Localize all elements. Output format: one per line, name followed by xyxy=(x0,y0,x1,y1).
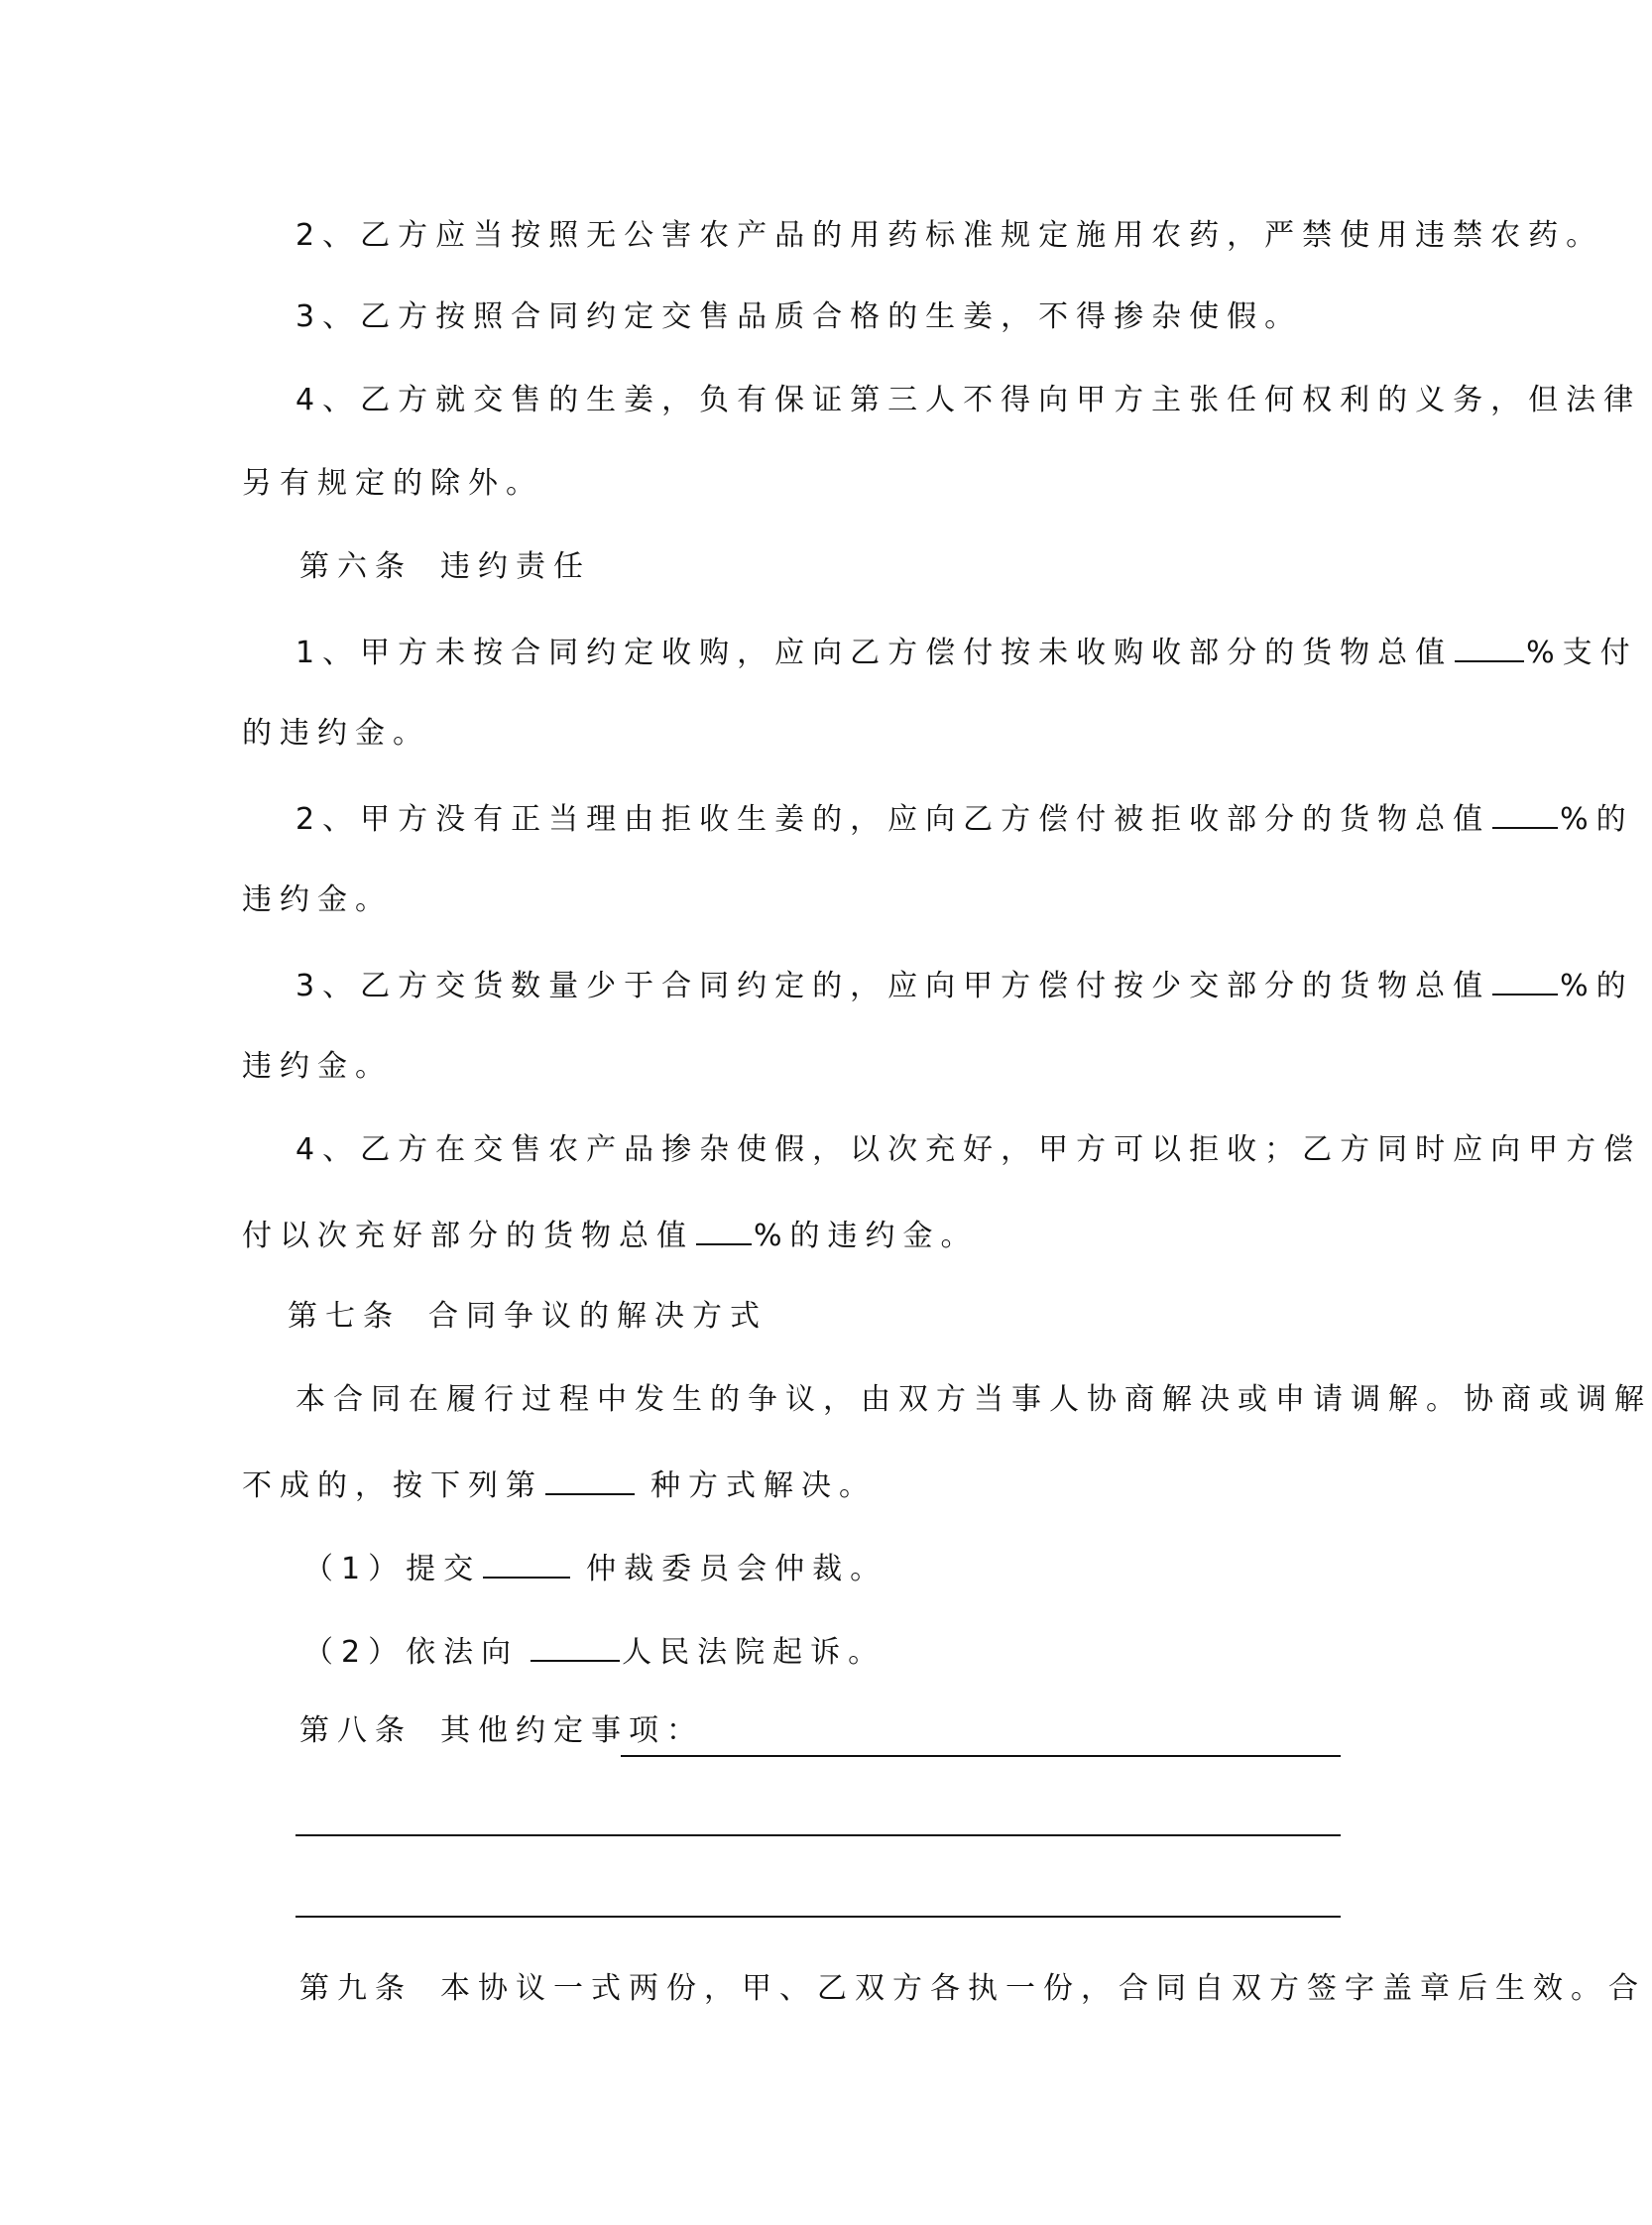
article-7-title: 合同争议的解决方式 xyxy=(428,1299,767,1334)
article-6-item-4-suffix: %的违约金。 xyxy=(754,1219,979,1253)
other-terms-blank-line-3[interactable] xyxy=(295,1916,1341,1918)
article-9-text: 本协议一式两份，甲、乙双方各执一份，合同自双方签字盖章后生效。合 xyxy=(440,1971,1646,2006)
option-2-suffix: 人民法院起诉。 xyxy=(622,1635,886,1670)
article-7-line1: 本合同在履行过程中发生的争议，由双方当事人协商解决或申请调解。协商或调解 xyxy=(295,1382,1652,1417)
article-6-item-2-line2: 违约金。 xyxy=(242,882,393,917)
article-6-item-4-text: 付以次充好部分的货物总值 xyxy=(242,1219,694,1253)
clause-5-item-3: 3、乙方按照合同约定交售品质合格的生姜，不得掺杂使假。 xyxy=(295,299,1303,334)
article-7-number: 第七条 xyxy=(288,1299,401,1334)
penalty-rate-blank-1[interactable] xyxy=(1455,631,1524,662)
article-8-heading xyxy=(299,1711,704,1751)
article-7-option-1 xyxy=(303,1547,887,1589)
penalty-rate-blank-2[interactable] xyxy=(1492,797,1558,829)
clause-5-item-2: 2、乙方应当按照无公害农产品的用药标准规定施用农药，严禁使用违禁农药。 xyxy=(295,218,1604,253)
clause-5-item-4-line2: 另有规定的除外。 xyxy=(242,466,543,501)
article-6-item-4-line2 xyxy=(242,1214,979,1256)
other-terms-blank-line-2[interactable] xyxy=(295,1834,1341,1836)
dispute-method-blank[interactable] xyxy=(545,1464,635,1495)
article-6-item-1-line1 xyxy=(295,631,1638,673)
article-6-item-3-line2: 违约金。 xyxy=(242,1049,393,1084)
article-6-heading xyxy=(299,547,591,587)
article-6-title: 违约责任 xyxy=(440,549,591,584)
article-6-item-1-line2: 的违约金。 xyxy=(242,716,430,751)
article-6-item-3-line1 xyxy=(295,964,1634,1006)
article-9 xyxy=(299,1969,1646,2009)
penalty-rate-blank-3[interactable] xyxy=(1492,964,1558,995)
article-6-number: 第六条 xyxy=(299,549,413,584)
article-6-item-4-line1: 4、乙方在交售农产品掺杂使假，以次充好，甲方可以拒收；乙方同时应向甲方偿 xyxy=(295,1132,1642,1167)
article-6-item-3-suffix: %的 xyxy=(1560,969,1634,1003)
article-6-item-2-text: 2、甲方没有正当理由拒收生姜的，应向乙方偿付被拒收部分的货物总值 xyxy=(295,802,1491,837)
clause-5-item-4-line1: 4、乙方就交售的生姜，负有保证第三人不得向甲方主张任何权利的义务，但法律 xyxy=(295,383,1642,417)
article-8-number: 第八条 xyxy=(299,1713,413,1748)
article-6-item-2-line1 xyxy=(295,797,1634,840)
article-7-choice-text: 不成的，按下列第 xyxy=(242,1468,543,1503)
article-7-choice-suffix: 种方式解决。 xyxy=(650,1468,877,1503)
article-7-heading xyxy=(288,1297,767,1337)
option-2-text: （2）依法向 xyxy=(303,1635,520,1670)
article-6-item-1-text: 1、甲方未按合同约定收购，应向乙方偿付按未收购收部分的货物总值 xyxy=(295,636,1454,670)
arbitration-committee-blank[interactable] xyxy=(483,1547,570,1579)
other-terms-blank-line-1[interactable] xyxy=(621,1755,1341,1757)
option-1-text: （1）提交 xyxy=(303,1552,482,1586)
article-7-option-2 xyxy=(303,1630,885,1673)
article-6-item-1-suffix: %支付 xyxy=(1526,636,1638,670)
penalty-rate-blank-4[interactable] xyxy=(696,1214,752,1245)
article-6-item-2-suffix: %的 xyxy=(1560,802,1634,837)
article-9-number: 第九条 xyxy=(299,1971,413,2006)
article-8-title: 其他约定事项： xyxy=(440,1713,704,1748)
option-1-suffix: 仲裁委员会仲裁。 xyxy=(586,1552,888,1586)
article-6-item-3-text: 3、乙方交货数量少于合同约定的，应向甲方偿付按少交部分的货物总值 xyxy=(295,969,1491,1003)
court-name-blank[interactable] xyxy=(531,1630,620,1662)
article-7-line2 xyxy=(242,1464,877,1506)
